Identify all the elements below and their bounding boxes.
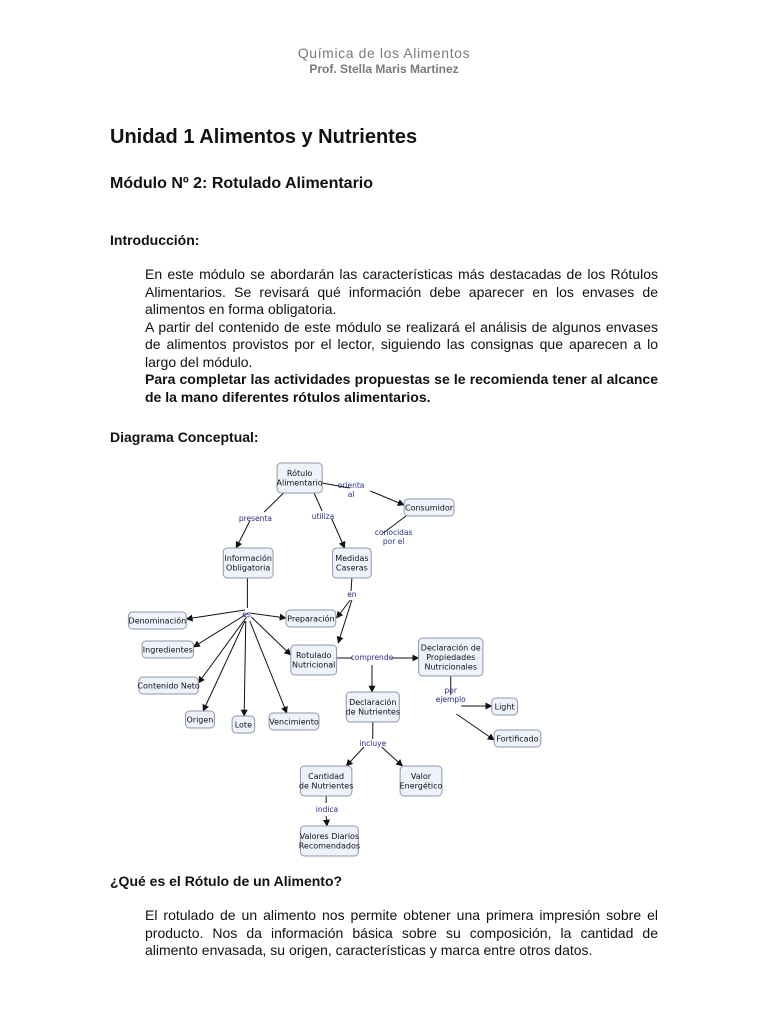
svg-text:Contenido Neto: Contenido Neto bbox=[137, 681, 200, 691]
concept-diagram bbox=[126, 455, 544, 860]
diagram-edge bbox=[236, 521, 250, 548]
intro-text-2: A partir del contenido de este módulo se realizará el análisis de algunos envases de alimentos provistos por el lector, siguiendo las consignas que aparecen a lo largo del módulo. bbox=[145, 318, 658, 370]
diagram-heading: Diagrama Conceptual: bbox=[110, 429, 259, 445]
svg-text:InformaciónObligatoria: Información Obligatoria bbox=[224, 554, 272, 573]
svg-text:MedidasCaseras: Medidas Caseras bbox=[335, 554, 369, 573]
link-label-presenta: presenta bbox=[238, 514, 272, 523]
svg-text:Lote: Lote bbox=[234, 720, 253, 730]
svg-text:ValorEnergético: Valor Energético bbox=[399, 772, 443, 791]
concept-node-rotulo bbox=[277, 463, 323, 493]
diagram-edge bbox=[382, 747, 403, 766]
svg-text:Ingredientes: Ingredientes bbox=[142, 645, 193, 655]
concept-node-light bbox=[492, 698, 518, 715]
diagram-edge bbox=[337, 600, 351, 618]
svg-text:Light: Light bbox=[494, 702, 515, 712]
diagram-edge bbox=[314, 493, 322, 511]
link-label-indica: indica bbox=[315, 805, 339, 814]
diagram-edge bbox=[194, 613, 249, 647]
diagram-edge bbox=[244, 621, 246, 716]
rotulo-paragraph: El rotulado de un alimento nos permite obtener una primera impresión sobre el producto. Nos da información básica sobre su composición, la cantidad de alimento envasada, su origen, características y marca entre otros datos. bbox=[145, 907, 658, 958]
intro-heading: Introducción: bbox=[110, 232, 200, 248]
svg-text:Origen: Origen bbox=[186, 715, 214, 725]
concept-node-fortificado bbox=[494, 730, 541, 747]
svg-text:Declaraciónde Nutrientes: Declaración de Nutrientes bbox=[345, 698, 401, 717]
diagram-edge bbox=[250, 613, 286, 618]
svg-text:Declaración dePropiedadesNutri: Declaración de Propiedades Nutricionales bbox=[420, 643, 481, 672]
intro-paragraph bbox=[145, 266, 658, 406]
svg-text:Fortificado: Fortificado bbox=[496, 734, 539, 744]
concept-node-medidas bbox=[333, 548, 372, 578]
link-label-orienta: orienta al bbox=[337, 481, 365, 499]
svg-text:Preparación: Preparación bbox=[287, 614, 335, 624]
concept-node-preparacion bbox=[286, 610, 336, 627]
link-label-incluye: incluye bbox=[359, 739, 387, 748]
svg-text:Valores DiariosRecomendados: Valores Diarios Recomendados bbox=[298, 832, 361, 851]
diagram-edge bbox=[203, 621, 245, 711]
concept-node-rotulado bbox=[291, 645, 337, 675]
unit-title: Unidad 1 Alimentos y Nutrientes bbox=[110, 126, 418, 148]
svg-text:Cantidadde Nutrientes: Cantidad de Nutrientes bbox=[298, 772, 354, 791]
page-header bbox=[0, 45, 768, 77]
concept-node-info bbox=[223, 548, 273, 578]
diagram-edge bbox=[456, 714, 494, 740]
diagram-edge bbox=[251, 617, 290, 655]
intro-text-3: Para completar las actividades propuestas se le recomienda tener al alcance de la mano diferentes rótulos alimentarios. bbox=[145, 371, 658, 405]
concept-node-denominacion bbox=[128, 612, 186, 629]
author-name: Prof. Stella Maris Martinez bbox=[309, 62, 459, 76]
rotulo-heading: ¿Qué es el Rótulo de un Alimento? bbox=[110, 873, 343, 889]
link-label-por-ejemplo: por ejemplo bbox=[435, 686, 466, 704]
link-label-es: es bbox=[242, 610, 251, 619]
concept-node-cantidad bbox=[299, 766, 353, 796]
concept-node-valor bbox=[400, 766, 443, 796]
concept-map-svg bbox=[126, 455, 544, 860]
diagram-nodes bbox=[128, 463, 540, 856]
concept-node-declaracion-nut bbox=[346, 692, 400, 722]
course-title: Química de los Alimentos bbox=[297, 45, 471, 61]
concept-node-ingredientes bbox=[142, 641, 193, 658]
diagram-edge bbox=[250, 621, 287, 713]
concept-node-lote bbox=[232, 716, 255, 733]
concept-node-origen bbox=[185, 711, 214, 728]
svg-text:Denominación: Denominación bbox=[128, 616, 187, 626]
diagram-edge bbox=[332, 519, 345, 548]
diagram-edge bbox=[326, 816, 327, 826]
svg-text:Consumidor: Consumidor bbox=[405, 503, 454, 513]
link-label-en: en bbox=[347, 590, 357, 599]
intro-text-1: En este módulo se abordarán las características más destacadas de los Rótulos Alimentarios. Se revisará qué información debe aparecer en los envases de alimentos en forma obligatoria. bbox=[145, 266, 658, 317]
diagram-edge bbox=[186, 610, 245, 619]
link-label-conocidas: conocidas por el bbox=[374, 528, 413, 546]
concept-node-valores-diarios bbox=[299, 826, 360, 856]
link-label-comprende: comprende bbox=[350, 653, 394, 662]
svg-text:RótuloAlimentario: Rótulo Alimentario bbox=[276, 469, 323, 488]
diagram-edge bbox=[264, 493, 283, 512]
concept-node-consumidor bbox=[404, 499, 454, 516]
diagram-edge bbox=[198, 617, 246, 683]
concept-node-contenido bbox=[137, 677, 199, 694]
svg-text:RotuladoNutricional: Rotulado Nutricional bbox=[291, 651, 336, 670]
link-label-utiliza: utiliza bbox=[311, 512, 335, 521]
concept-node-declaracion-prop bbox=[419, 638, 483, 676]
svg-text:Vencimiento: Vencimiento bbox=[269, 717, 319, 727]
concept-node-vencimiento bbox=[269, 713, 319, 730]
diagram-edge bbox=[370, 491, 404, 505]
module-title: Módulo Nº 2: Rotulado Alimentario bbox=[110, 175, 374, 192]
diagram-edge bbox=[346, 747, 364, 766]
